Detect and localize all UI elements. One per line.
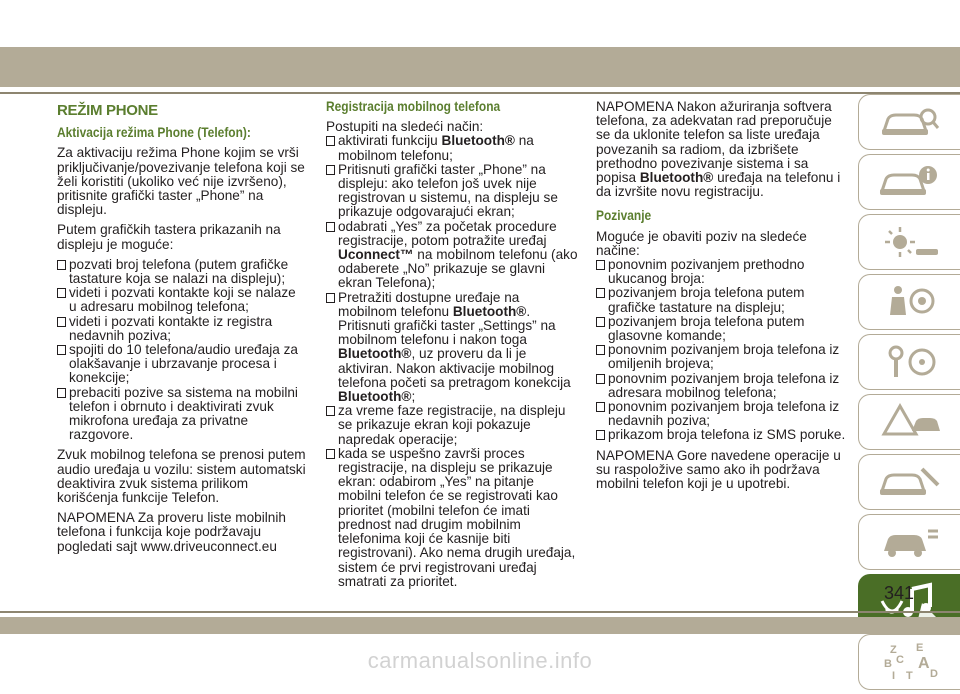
svg-text:C: C (895, 654, 904, 666)
bullet-list (596, 258, 848, 443)
paragraph: Za aktivaciju režima Phone kojim se vrši priključivanje/povezivanje telefona koji se želi koristiti (ukoliko već nije izvršeno), pritisnite grafički taster „Phone” na displeju. (57, 145, 305, 218)
list-item: kada se uspešno završi proces registracije, na displeju se prikazuje ekran: odabirom „Yes” na pitanje mobilni telefon će se registrovati kao prioritet (mobilni telefon će imati prednost nad drugim mobilnim telefonima koji će kasnije biti registrovani). Ako nema drugih uređaja, sistem će prvi registrovani uređaj smatrati za prioritet. (326, 447, 578, 589)
bottom-band (0, 617, 960, 634)
key-steering-icon (878, 341, 942, 383)
note: NAPOMENA Nakon ažuriranja softvera telefona, za adekvatan rad preporučuje se da uklonite telefon sa liste uređaja povezanih sa radiom, da izbrišete prethodno povezivanje sistema i sa popisa Bluetooth® uređaja na telefonu i da izvršite novu registraciju. (596, 99, 841, 200)
list-item: pozvati broj telefona (putem grafičke tastature koja se nalazi na displeju); (57, 258, 307, 286)
paragraph: Moguće je obaviti poziv na sledeće načine: (596, 228, 807, 258)
paragraph: Putem grafičkih tastera prikazanih na displeju je moguće: (57, 222, 281, 252)
column-2 (326, 100, 578, 595)
svg-text:T: T (905, 670, 913, 682)
tab-servicing[interactable] (858, 454, 960, 510)
tab-starting-driving[interactable] (858, 334, 960, 390)
note: NAPOMENA Gore navedene operacije u su raspoložive samo ako ih podržava mobilni telefon koji je u upotrebi. (596, 447, 841, 492)
list-item: videti i pozvati kontakte koji se nalaze u adresaru mobilnog telefona; (57, 286, 307, 314)
tab-safety[interactable] (858, 274, 960, 330)
paragraph: Postupiti na sledeći način: (326, 119, 484, 135)
tab-dashboard[interactable] (858, 154, 960, 210)
list-item: Pritisnuti grafički taster „Phone” na displeju: ako telefon još uvek nije registrovan u sistemu, na displeju se prikazuje odgovarajući ekran; (326, 163, 578, 220)
list-item: prikazom broja telefona iz SMS poruke. (596, 428, 848, 442)
bottom-rule (0, 611, 960, 613)
column-1 (57, 100, 307, 560)
tab-getting-to-know[interactable] (858, 94, 960, 150)
list-item: ponovnim pozivanjem broja telefona iz omiljenih brojeva; (596, 343, 848, 371)
svg-text:Z: Z (889, 644, 897, 656)
top-band (0, 47, 960, 87)
list-item: videti i pozvati kontakte iz registra nedavnih poziva; (57, 315, 307, 343)
tab-emergency[interactable] (858, 394, 960, 450)
tab-lights[interactable] (858, 214, 960, 270)
note: NAPOMENA Za proveru liste mobilnih telefona i funkcija koje podržavaju pogledati sajt www.driveuconnect.eu (57, 510, 286, 554)
list-item: Pretražiti dostupne uređaje na mobilnom telefonu Bluetooth®. Pritisnuti grafički taster „Settings” na mobilnom telefonu i nakon toga Bluetooth®, uz proveru da li je aktiviran. Nakon aktivacije mobilnog telefona početi sa pretragom konekcija Bluetooth®; (326, 291, 578, 405)
list-item: ponovnim pozivanjem broja telefona iz adresara mobilnog telefona; (596, 372, 848, 400)
watermark: carmanualsonline.info (367, 648, 593, 673)
car-technical-icon (878, 521, 942, 563)
svg-text:B: B (883, 658, 892, 670)
list-item: ponovnim pozivanjem prethodno ukucanog broja: (596, 258, 848, 286)
svg-text:E: E (915, 642, 923, 654)
bullet-list (326, 134, 578, 589)
list-item: spojiti do 10 telefona/audio uređaja za olakšavanje i ubrzavanje procesa i konekcije; (57, 343, 307, 386)
svg-text:D: D (929, 668, 938, 680)
dashboard-lights-icon (878, 221, 942, 263)
car-magnifier-icon (878, 101, 942, 143)
list-item: pozivanjem broja telefona putem grafičke tastature na displeju; (596, 286, 848, 314)
page-number: 341 (883, 583, 915, 603)
chapter-tabs (858, 94, 960, 694)
bullet-list (57, 258, 307, 443)
warning-car-icon (878, 401, 942, 443)
list-item: prebaciti pozive sa sistema na mobilni telefon i obrnuto i deaktivirati zvuk mikrofona uređaja za privatne razgovore. (57, 386, 307, 443)
tab-technical[interactable] (858, 514, 960, 570)
subsection-title-activation: Aktivacija režima Phone (Telefon): (57, 125, 251, 141)
column-3 (596, 100, 848, 497)
list-item: pozivanjem broja telefona putem glasovne komande; (596, 315, 848, 343)
svg-text:A: A (917, 655, 930, 672)
list-item: za vreme faze registracije, na displeju se prikazuje ekran koji pokazuje napredak operacije; (326, 404, 578, 447)
subsection-title-registration: Registracija mobilnog telefona (326, 99, 501, 114)
car-info-icon (878, 161, 942, 203)
subsection-title-calling: Pozivanje (596, 208, 652, 224)
svg-text:I: I (891, 670, 895, 682)
list-item: odabrati „Yes” za početak procedure registracije, potom potražite uređaj Uconnect™ na mobilnom telefonu (ako odaberete „No” prikazuje se glavni ekran Telefona); (326, 220, 578, 291)
list-item: ponovnim pozivanjem broja telefona iz nedavnih poziva; (596, 400, 848, 428)
section-title: REŽIM PHONE (57, 102, 158, 119)
list-item: aktivirati funkciju Bluetooth® na mobilnom telefonu; (326, 134, 578, 162)
top-rule (0, 92, 960, 94)
paragraph: Zvuk mobilnog telefona se prenosi putem audio uređaja u vozilu: sistem automatski deaktivira zvuk sistema prilikom korišćenja funkcije Telefon. (57, 447, 306, 506)
seatbelt-airbag-icon (878, 281, 942, 323)
car-wrench-icon (878, 461, 942, 503)
